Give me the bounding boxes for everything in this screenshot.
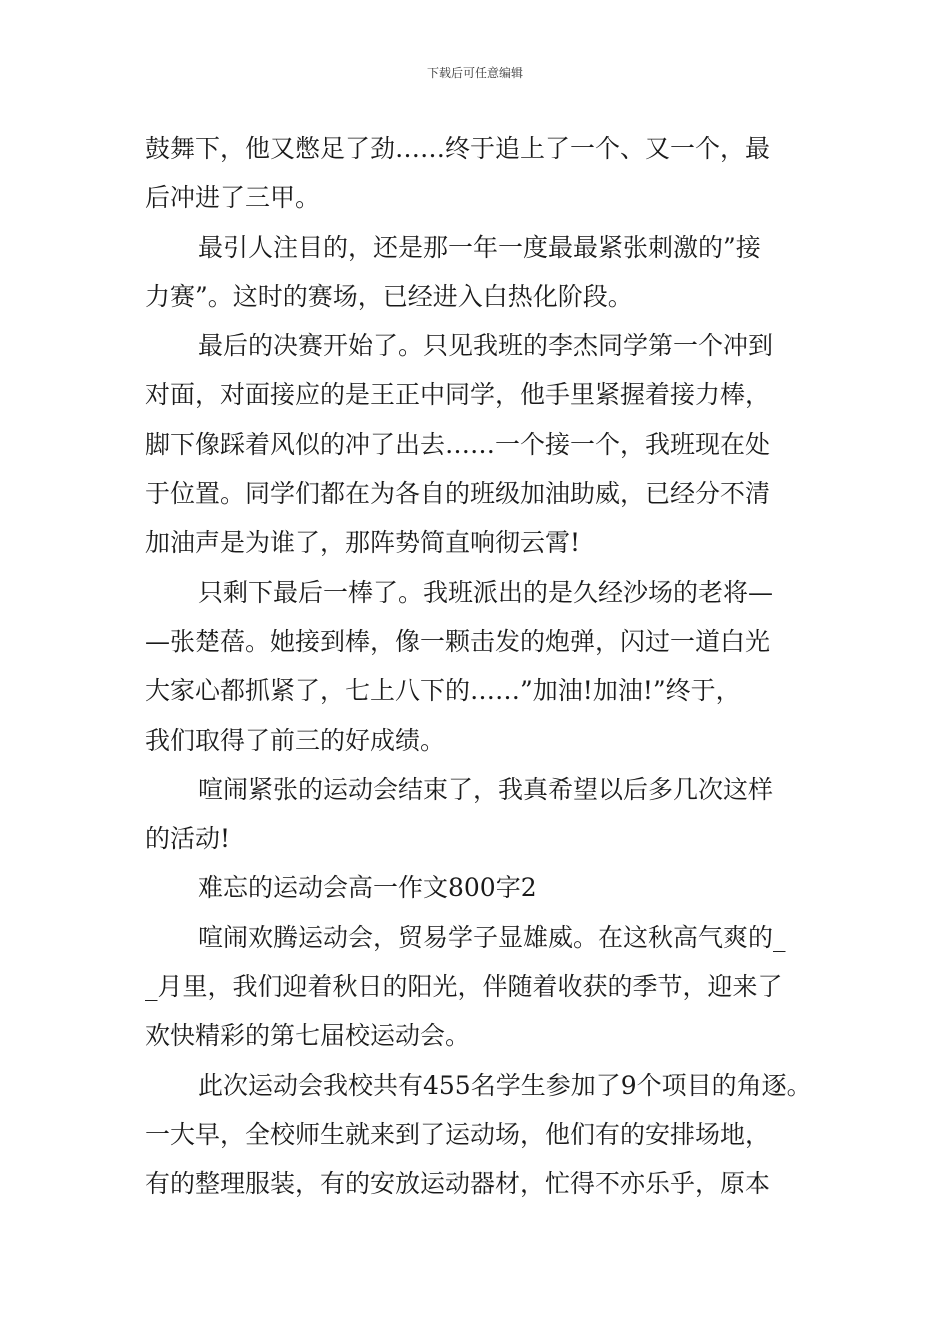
text-line: _月里，我们迎着秋日的阳光，伴随着收获的季节，迎来了 [145, 972, 783, 1002]
text-line: 力赛”。这时的赛场，已经进入白热化阶段。 [145, 281, 633, 311]
text-line: 有的整理服装，有的安放运动器材，忙得不亦乐乎，原本 [145, 1169, 771, 1199]
text-line: 我们取得了前三的好成绩。 [145, 725, 446, 755]
text-line: 喧闹欢腾运动会，贸易学子显雄威。在这秋高气爽的_ [198, 922, 786, 952]
text-line: 大家心都抓紧了，七上八下的……”加油!加油!”终于， [145, 676, 741, 706]
text-line: 欢快精彩的第七届校运动会。 [145, 1021, 471, 1051]
text-line: 只剩下最后一棒了。我班派出的是久经沙场的老将— [198, 577, 774, 607]
section-heading: 难忘的运动会高一作文800字2 [198, 873, 537, 903]
document-body [145, 124, 810, 1209]
page-header: 下载后可任意编辑 [426, 66, 523, 80]
text-line: 加油声是为谁了，那阵势简直响彻云霄! [145, 528, 581, 558]
text-line: 后冲进了三甲。 [145, 183, 321, 213]
text-line: 最后的决赛开始了。只见我班的李杰同学第一个冲到 [198, 331, 774, 361]
text-line: 脚下像踩着风似的冲了出去……一个接一个，我班现在处 [145, 429, 771, 459]
text-line: 最引人注目的，还是那一年一度最最紧张刺激的”接 [198, 232, 761, 262]
text-line: —张楚蓓。她接到棒，像一颗击发的炮弹，闪过一道白光 [145, 626, 771, 656]
text-line: 喧闹紧张的运动会结束了，我真希望以后多几次这样 [198, 774, 774, 804]
text-line: 此次运动会我校共有455名学生参加了9个项目的角逐。 [198, 1070, 812, 1100]
text-line: 一大早，全校师生就来到了运动场，他们有的安排场地， [145, 1119, 771, 1149]
text-line: 鼓舞下，他又憋足了劲……终于追上了一个、又一个，最 [145, 134, 771, 163]
text-line: 对面，对面接应的是王正中同学，他手里紧握着接力棒， [145, 380, 771, 410]
text-line: 于位置。同学们都在为各自的班级加油助威，已经分不清 [145, 479, 771, 509]
text-line: 的活动! [145, 824, 231, 854]
